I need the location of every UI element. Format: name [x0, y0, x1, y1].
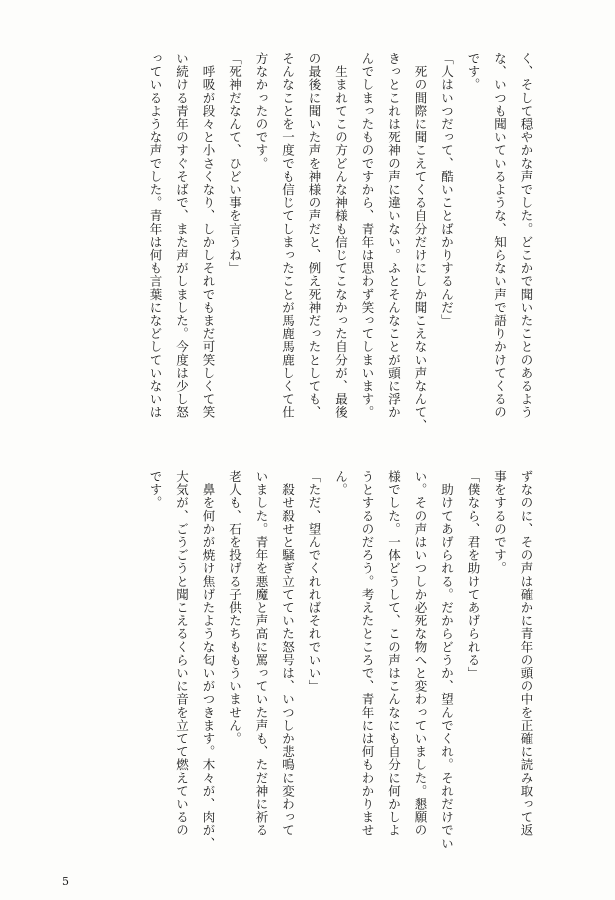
page-number: 5	[62, 875, 69, 888]
text-line: んでしまったものですから、青年は思わず笑ってしまいます。	[360, 52, 375, 419]
dialogue-line: 「ただ、望んでくれればそれでいい」	[307, 470, 322, 693]
text-line: そんなことを一度でも信じてしまったことが馬鹿馬鹿しくて仕	[280, 52, 296, 419]
text-line: っているような声でした。青年は何も言葉になどしていないは	[148, 52, 163, 419]
text-line: うとするのだろう。考えたところで、青年には何もわかりませ	[360, 470, 375, 837]
text-line: 生まれてこの方どんな神様も信じてこなかった自分が、最後	[333, 52, 349, 419]
text-line: 方なかったのです。	[254, 52, 269, 170]
text-line: な、いつも聞いているような、知らない声で語りかけてくるの	[492, 52, 508, 419]
text-line: です。	[466, 52, 481, 92]
text-line: 事をするのです。	[492, 470, 508, 575]
text-line: 鼻を何かが焼け焦げたような匂いがつきます。木々が、肉が、	[201, 470, 216, 850]
text-line: 老人も、石を投げる子供たちももういません。	[227, 470, 243, 746]
text-line: 助けてあげられる。だからどうか、望んでくれ。それだけでい	[439, 470, 455, 850]
text-line: の最後に聞いた声を神様の声だと、例え死神だったとしても、	[307, 52, 322, 419]
text-line: く、そして穏やかな声でした。どこかで聞いたことのあるよう	[519, 52, 534, 419]
dialogue-line: 「人はいつだって、酷いことばかりするんだ」	[439, 52, 455, 328]
text-line: です。	[148, 470, 163, 510]
text-line: 様でした。一体どうして、この声はこんなにも自分に何かしよ	[386, 470, 402, 837]
text-line: 殺せ殺せと騒ぎ立てていた怒号は、いつしか悲鳴に変わって	[280, 470, 296, 837]
text-line: いました。青年を悪魔と声高に罵っていた声も、ただ神に祈る	[254, 470, 269, 837]
text-line: い続ける青年のすぐそばで、また声がしました。今度は少し怒	[174, 52, 190, 419]
text-line: ん。	[333, 470, 349, 497]
upper-text-block	[79, 52, 539, 450]
text-line: 死の間際に聞こえてくる自分だけにしか聞こえない声なんて、	[413, 52, 428, 432]
text-line: 大気が、ごうごうと聞こえるくらいに音を立てて燃えているの	[174, 470, 190, 837]
dialogue-line: 「僕なら、君を助けてあげられる」	[466, 470, 481, 680]
text-line: 呼吸が段々と小さくなり、しかしそれでもまだ可笑しくて笑	[201, 52, 216, 419]
text-line: い。その声はいつしか必死な物へと変わっていました。懇願の	[413, 470, 428, 837]
text-line: きっとこれは死神の声に違いない。ふとそんなことが頭に浮か	[386, 52, 402, 419]
dialogue-line: 「死神だなんて、ひどい事を言うね」	[227, 52, 243, 275]
lower-text-block	[79, 470, 539, 850]
text-line: ずなのに、その声は確かに青年の頭の中を正確に読み取って返	[519, 470, 534, 837]
